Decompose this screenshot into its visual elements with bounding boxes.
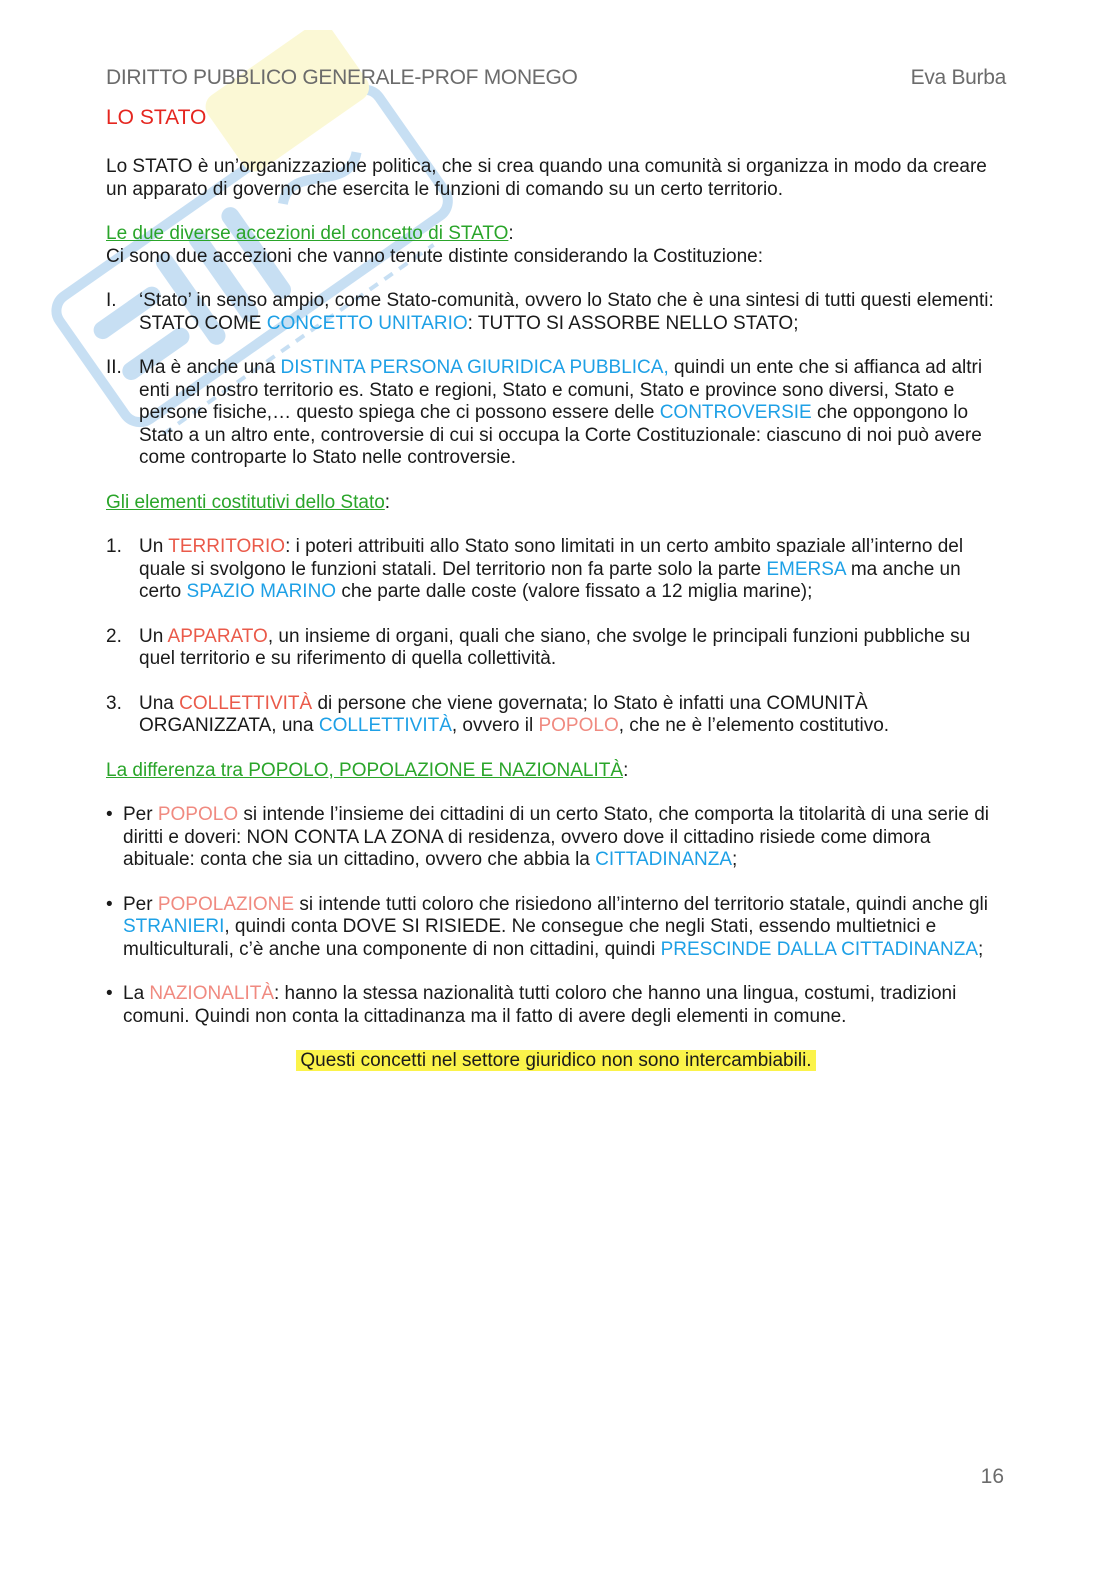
document-body [106, 156, 1006, 1073]
item-text: ; [978, 938, 984, 960]
list-marker: II. [106, 357, 122, 378]
keyword: POPOLAZIONE [157, 893, 295, 915]
bullet-marker: • [106, 983, 113, 1004]
page-header [106, 66, 1006, 96]
section-differenza [106, 760, 1006, 783]
bullet-item-popolo [106, 804, 1006, 872]
keyword: DISTINTA PERSONA GIURIDICA PUBBLICA, [280, 357, 669, 378]
item-text: quindi un ente che si affianca ad altri enti nel nostro territorio es. Stato e regioni, Stato e comuni, Stato e province sono diversi, Stato e persone fisiche,… questo spiega che ci possono essere delle [139, 357, 983, 423]
item-text: , un insieme di organi, quali che siano, che svolge le principali funzioni pubbliche su quel territorio e su riferimento di quella collettività. [139, 625, 971, 669]
section-lead: Ci sono due accezioni che vanno tenute distinte considerando la Costituzione: [106, 245, 763, 267]
list-item-apparato [106, 626, 1006, 671]
item-text: che parte dalle coste (valore fissato a 12 miglia marine); [336, 581, 813, 602]
bullet-marker: • [106, 893, 113, 915]
item-text: : i poteri attribuiti allo Stato sono limitati in un certo ambito spaziale all’interno del quale si svolgono le funzioni statali. Del territorio non fa parte solo la parte [139, 536, 964, 580]
item-text: di persone che viene governata; lo Stato è infatti una COMUNITÀ ORGANIZZATA, una [139, 692, 868, 736]
section-accezioni [106, 223, 1006, 268]
bullet-item-popolazione [106, 894, 1006, 962]
keyword: PRESCINDE DALLA CITTADINANZA [660, 938, 979, 960]
item-text: Un [139, 536, 169, 557]
keyword: POPOLO [538, 715, 619, 736]
item-text: La [123, 983, 150, 1004]
keyword: SPAZIO MARINO [186, 581, 337, 602]
item-text: , quindi conta DOVE SI RISIEDE. Ne consegue che negli Stati, essendo multietnici e multiculturali, c’è anche una componente di non cittadini, quindi [123, 916, 937, 960]
item-text: , ovvero il [451, 715, 539, 736]
list-marker: 1. [106, 536, 122, 557]
keyword: COLLETTIVITÀ [179, 692, 313, 714]
intro-paragraph: Lo STATO è un’organizzazione politica, che si crea quando una comunità si organizza in modo da creare un apparato di governo che esercita le funzioni di comando su un certo territorio. [106, 156, 987, 200]
section-elementi [106, 492, 1006, 515]
heading-colon: : [384, 491, 391, 513]
keyword: STRANIERI [123, 916, 225, 937]
item-text: Per [123, 804, 158, 825]
keyword: POPOLO [157, 804, 239, 825]
section-heading-elementi: Gli elementi costitutivi dello Stato [106, 491, 385, 513]
list-item-territorio [106, 536, 1006, 604]
keyword: NAZIONALITÀ [149, 983, 274, 1004]
item-text: : TUTTO SI ASSORBE NELLO STATO; [467, 312, 799, 334]
section-heading-accezioni: Le due diverse accezioni del concetto di STATO [106, 223, 509, 244]
keyword: COLLETTIVITÀ [318, 715, 452, 736]
header-course-title: DIRITTO PUBBLICO GENERALE-PROF MONEGO [106, 66, 578, 89]
item-text: Una [139, 692, 180, 714]
header-author: Eva Burba [910, 66, 1006, 89]
item-text: ma anche un certo [139, 558, 961, 602]
section-heading-differenza: La differenza tra POPOLO, POPOLAZIONE E NAZIONALITÀ [106, 759, 624, 781]
highlighted-note: Questi concetti nel settore giuridico non sono intercambiabili. [296, 1050, 815, 1071]
keyword: CONCETTO UNITARIO [266, 312, 468, 334]
heading-colon: : [508, 223, 514, 244]
item-text: Per [123, 893, 158, 915]
item-text: che oppongono lo Stato a un altro ente, controversie di cui si occupa la Corte Costituzionale: ciascuno di noi può avere come controparte lo Stato nelle controversie. [139, 402, 982, 468]
list-item-accezione-1 [106, 290, 1006, 335]
list-marker: 3. [106, 692, 122, 714]
item-text: si intende l’insieme dei cittadini di un certo Stato, che comporta la titolarità di una serie di diritti e doveri: NON CONTA LA ZONA di residenza, ovvero dove il cittadino risiede come dimora abituale: conta che sia un cittadino, ovvero che abbia la [123, 804, 990, 870]
item-text: , che ne è l’elemento costitutivo. [618, 715, 890, 736]
keyword: TERRITORIO [168, 536, 286, 557]
keyword: EMERSA [766, 558, 846, 580]
page-title: LO STATO [106, 106, 207, 129]
list-marker: I. [106, 290, 117, 311]
item-text: si intende tutti coloro che risiedono all’interno del territorio statale, quindi anche gli [294, 893, 988, 915]
keyword: CITTADINANZA [595, 849, 733, 870]
list-item-accezione-2 [106, 357, 1006, 470]
heading-colon: : [623, 759, 629, 781]
bullet-item-nazionalita [106, 983, 1006, 1028]
list-item-collettivita [106, 693, 1006, 738]
highlight-note-container [106, 1050, 1006, 1073]
item-text: Ma è anche una [139, 357, 281, 378]
keyword: APPARATO [167, 625, 268, 647]
list-marker: 2. [106, 625, 122, 647]
bullet-marker: • [106, 804, 113, 825]
item-text: ‘Stato’ in senso ampio, come Stato-comunità, ovvero lo Stato che è una sintesi di tutti questi elementi: STATO COME [139, 290, 994, 334]
item-text: : hanno la stessa nazionalità tutti coloro che hanno una lingua, costumi, tradizioni comuni. Quindi non conta la cittadinanza ma il fatto di avere degli elementi in comune. [123, 983, 957, 1027]
item-text: ; [732, 849, 738, 870]
page-number: 16 [980, 1465, 1004, 1488]
keyword: CONTROVERSIE [659, 402, 812, 423]
item-text: Un [139, 625, 168, 647]
